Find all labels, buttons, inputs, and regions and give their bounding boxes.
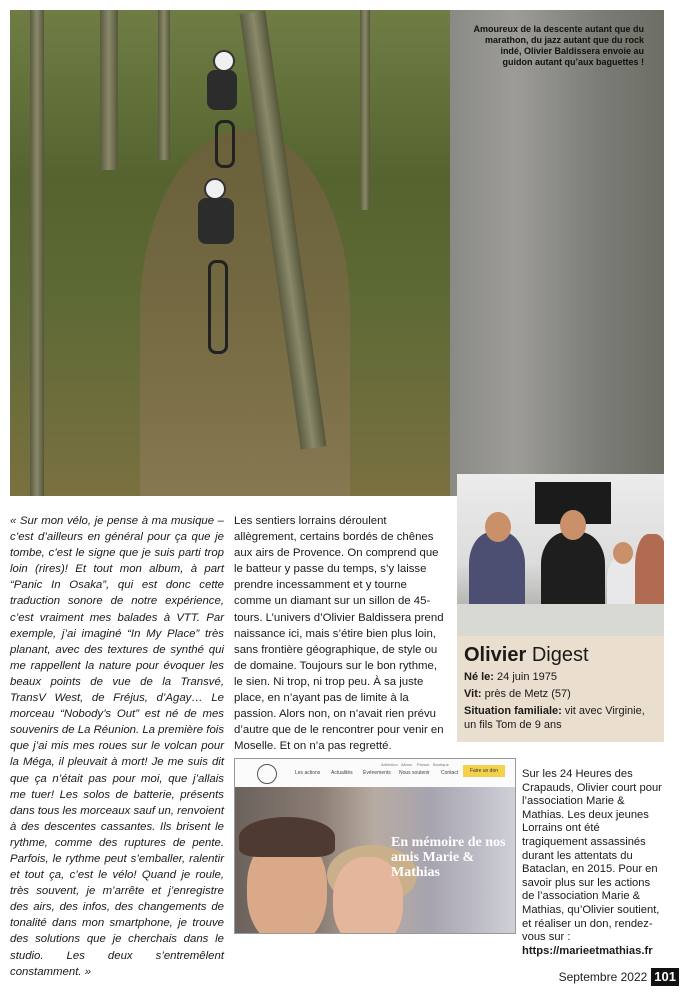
nav-top-item: Album bbox=[401, 762, 413, 767]
blurred-foreground-tree bbox=[450, 10, 664, 496]
cap bbox=[239, 817, 335, 857]
nav-top-item: Presse bbox=[417, 762, 430, 767]
nav-item: Nous soutenir bbox=[399, 770, 430, 776]
digest-lives: Vit: près de Metz (57) bbox=[464, 688, 571, 700]
website-nav bbox=[235, 759, 515, 788]
blurred-figure bbox=[635, 534, 664, 614]
quote-column: « Sur mon vélo, je pense à ma musique – c’est d’ailleurs en général pour ça que je tombe, c’est le signe que je suis parti trop loin (rires)! Et tout mon album, à part “Panic In Osaka”, qui est donc cette traduction sonore de notre expérience, c’est vraiment mes balades à VTT. Par exemple, j’ai imaginé “In My Place” très planant, avec des textures de synthé qui me rappellent la nature pour évoquer les beaux points de vue de la Transvé, TransV West, de Fréjus, d’Agay… Le morceau “Nobody’s Out” est né de mes souvenirs de La Réunion. La première fois que j’ai mis mes roues sur le volcan pour la Méga, il pleuvait à mort! Je me suis dit que ça n’était pas pour moi, que j’allais me tuer! Les solos de batterie, présents dans tous les morceaux sauf un, renvoient à des descentes cassantes. Ils brisent le rythme, comme des ruptures de pente. Parfois, le rythme peut s’emballer, ralentir et tout ça, c’est le vélo! Quand je roule, très souvent, je m’arrête et j’enregistre des airs, des infos, des changements de tonalité dans mon smartphone, je trouve des solutions que je cherchais dans le studio. Les deux s’entremêlent constamment. » bbox=[10, 515, 225, 978]
association-website-screenshot bbox=[234, 758, 516, 934]
family-photo bbox=[457, 474, 664, 636]
woman-figure bbox=[469, 532, 525, 612]
table bbox=[457, 604, 664, 636]
right-column bbox=[522, 768, 664, 958]
page-number: 101 bbox=[651, 968, 679, 986]
man-figure bbox=[541, 532, 605, 612]
digest-box bbox=[457, 636, 664, 742]
logo-icon bbox=[257, 764, 277, 784]
hero-photo-bikers bbox=[10, 10, 664, 496]
digest-title: Olivier Digest bbox=[464, 644, 589, 666]
tree-trunk bbox=[100, 10, 118, 170]
tree-trunk bbox=[30, 10, 44, 496]
tree-trunk bbox=[158, 10, 170, 160]
nav-item: Les actions bbox=[295, 770, 321, 776]
photo-caption: Amoureux de la descente autant que du marathon, du jazz autant que du rock indé, Olivier Baldissera envoie au guidon autant qu’aux baguettes ! bbox=[473, 24, 644, 67]
nav-item: Événements bbox=[363, 770, 391, 776]
association-url: https://marieetmathias.fr bbox=[522, 944, 653, 957]
website-hero-text: En mémoire de nos amis Marie & Mathias bbox=[391, 835, 506, 880]
digest-born: Né le: 24 juin 1975 bbox=[464, 671, 557, 683]
nav-item: Contact bbox=[441, 770, 459, 776]
donate-button: Faire un don bbox=[463, 765, 505, 777]
body-column: Les sentiers lorrains déroulent allègrement, certains bordés de chênes aux airs de Provence. On comprend que le batteur y passe du temps, s’y laisse prendre incessamment et y tourne comme un diamant sur un sillon de 45-tours. L’univers d’Olivier Baldissera prend naissance ici, mais s’étire bien plus loin, sans frontière géographique, de style ou de domaine. Toujours sur le bon rythme, le sien. Ni trop, ni trop peu. À sa juste place, en n’ayant pas de limite à la passion. Alors non, on n’avait rien prévu d’autre que de le rencontrer pour venir en Moselle. Et on n’a pas regretté. bbox=[234, 515, 444, 753]
nav-top-item: Adhésion bbox=[381, 762, 398, 767]
website-hero bbox=[235, 787, 515, 933]
tree-trunk bbox=[360, 10, 370, 210]
issue-date: Septembre 2022 bbox=[558, 970, 648, 984]
nav-top-item: Boutique bbox=[433, 762, 449, 767]
nav-item: Actualités bbox=[331, 770, 353, 776]
page-footer bbox=[559, 968, 679, 986]
right-column-text: Sur les 24 Heures des Crapauds, Olivier court pour l’association Marie & Mathias. Les deux jeunes Lorrains ont été tragiquement assassinés durant les attentats du Bataclan, en 2015. Pour en savoir plus sur les actions de l’association Marie & Mathias, qu’Olivier soutient, et réaliser un don, rendez-vous sur : bbox=[522, 768, 662, 944]
digest-family: Situation familiale: vit avec Virginie, un fils Tom de 9 ans bbox=[464, 705, 645, 731]
